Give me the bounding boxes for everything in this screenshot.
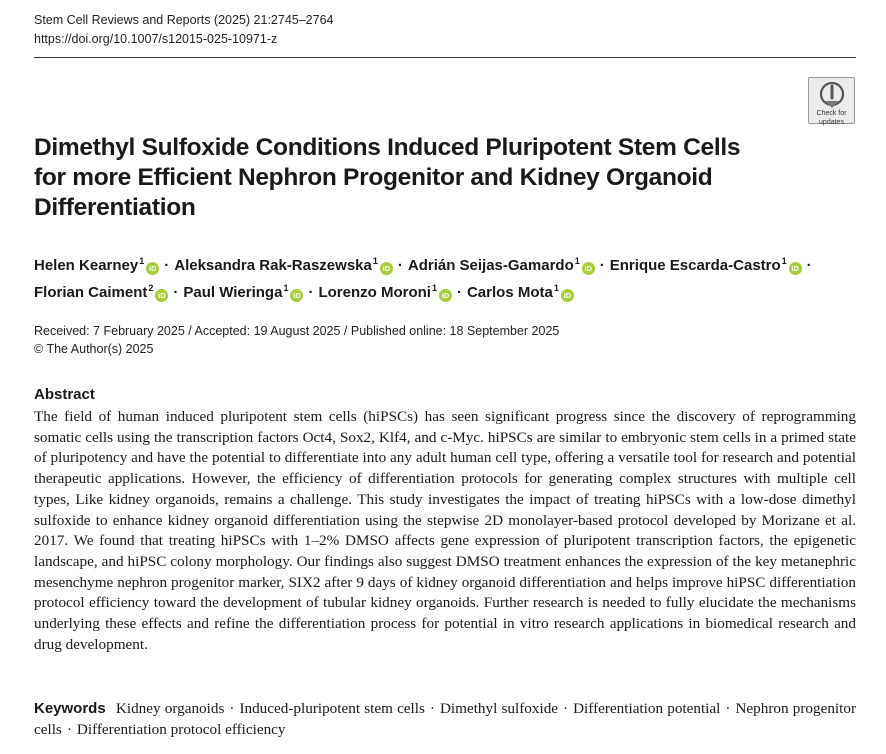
author	[34, 284, 168, 301]
orcid-icon[interactable]: iD	[561, 289, 574, 302]
keyword-separator: ·	[66, 721, 72, 738]
keyword: Dimethyl sulfoxide	[439, 700, 559, 717]
author-line	[34, 250, 864, 277]
author	[34, 257, 159, 274]
author-separator: ·	[599, 257, 605, 274]
affiliation-marker: 1	[139, 256, 145, 266]
affiliation-marker: 1	[283, 283, 289, 293]
journal-citation: Stem Cell Reviews and Reports (2025) 21:2745–2764	[34, 13, 334, 27]
affiliation-marker: 1	[574, 256, 580, 266]
abstract-heading: Abstract	[34, 386, 95, 403]
badge-label-2: updates	[819, 118, 844, 126]
badge-label-1: Check for	[816, 110, 847, 117]
author-list	[34, 250, 864, 304]
doi-link[interactable]: https://doi.org/10.1007/s12015-025-10971-z	[34, 32, 278, 46]
affiliation-marker: 1	[781, 256, 787, 266]
keyword: Induced-pluripotent stem cells	[239, 700, 425, 717]
affiliation-marker: 1	[372, 256, 378, 266]
keyword-separator: ·	[563, 700, 569, 717]
author-separator: ·	[308, 284, 314, 301]
author-name: Carlos Mota	[466, 284, 553, 301]
keyword: Differentiation protocol efficiency	[76, 721, 286, 738]
author	[183, 284, 303, 301]
affiliation-marker: 2	[148, 283, 154, 293]
journal-header	[34, 11, 333, 49]
orcid-icon[interactable]: iD	[439, 289, 452, 302]
title-line: Differentiation	[34, 194, 196, 221]
author	[318, 284, 452, 301]
keywords-heading: Keywords	[34, 700, 106, 717]
author	[467, 284, 574, 301]
keyword: Nephron progenitor cells	[34, 700, 857, 738]
orcid-icon[interactable]: iD	[290, 289, 303, 302]
author-line	[34, 277, 864, 304]
author-name: Enrique Escarda‑Castro	[609, 257, 781, 274]
title-line: Dimethyl Sulfoxide Conditions Induced Pluripotent Stem Cells	[34, 134, 741, 161]
author-name: Aleksandra Rak‑Raszewska	[174, 257, 372, 274]
orcid-icon[interactable]: iD	[582, 262, 595, 275]
affiliation-marker: 1	[553, 283, 559, 293]
keyword: Differentiation potential	[573, 700, 721, 717]
author-name: Helen Kearney	[34, 257, 139, 274]
author	[408, 257, 595, 274]
publication-dates	[34, 322, 559, 358]
abstract-text: The field of human induced pluripotent stem cells (hiPSCs) has seen significant progress since the discovery of reprogramming somatic cells using the transcription factors Oct4, Sox2, Klf4, and c-Myc. hiPSCs are similar to embryonic stem cells in a primed state of pluripotency and have the potential to differentiate into any adult human cell type, offering a versatile tool for research and potential therapeutic applications. However, the efficiency of differentiation protocols for generating complex structures with multiple cell types, Like kidney organoids, remains a challenge. This study investigates the impact of treating hiPSCs with a low-dose dimethyl sulfoxide to enhance kidney organoid differentiation using the stepwise 2D monolayer-based protocol developed by Morizane et al. 2017. We found that treating hiPSCs with 1–2% DMSO affects gene expression of pluripotent transcription factors, the epigenetic landscape, and hiPSC colony morphology. Our findings also suggest DMSO treatment enhances the expression of the key metanephric mesenchyme nephron progenitor marker, SIX2 after 9 days of kidney organoid differentiation and helps improve hiPSC differentiation protocol efficiency toward the development of tubular kidney organoids. Further research is needed to fully elucidate the mechanisms underlying these effects and refine the differentiation process for potential in vitro research applications in biomedical research and drug development.	[34, 408, 856, 653]
keywords-section	[34, 698, 856, 740]
orcid-icon[interactable]: iD	[155, 289, 168, 302]
check-for-updates-icon	[819, 81, 845, 109]
check-for-updates-button[interactable]	[808, 77, 855, 124]
orcid-icon[interactable]: iD	[146, 262, 159, 275]
article-title	[34, 133, 741, 223]
author-name: Lorenzo Moroni	[318, 284, 431, 301]
keyword-separator: ·	[725, 700, 731, 717]
orcid-icon[interactable]: iD	[380, 262, 393, 275]
title-line: for more Efficient Nephron Progenitor and Kidney Organoid	[34, 164, 713, 191]
author-separator: ·	[806, 257, 812, 274]
author-separator: ·	[397, 257, 403, 274]
history-dates: Received: 7 February 2025 / Accepted: 19 August 2025 / Published online: 18 September 2025	[34, 324, 560, 338]
affiliation-marker: 1	[431, 283, 437, 293]
keyword: Kidney organoids	[115, 700, 225, 717]
author-separator: ·	[456, 284, 462, 301]
author	[174, 257, 393, 274]
orcid-icon[interactable]: iD	[789, 262, 802, 275]
keyword-separator: ·	[229, 700, 235, 717]
author	[610, 257, 802, 274]
author-name: Paul Wieringa	[183, 284, 283, 301]
header-divider	[34, 57, 856, 58]
author-separator: ·	[164, 257, 170, 274]
keyword-separator: ·	[429, 700, 435, 717]
author-separator: ·	[173, 284, 179, 301]
author-name: Florian Caiment	[34, 284, 148, 301]
author-name: Adrián Seijas‑Gamardo	[407, 257, 574, 274]
copyright: © The Author(s) 2025	[34, 342, 154, 356]
